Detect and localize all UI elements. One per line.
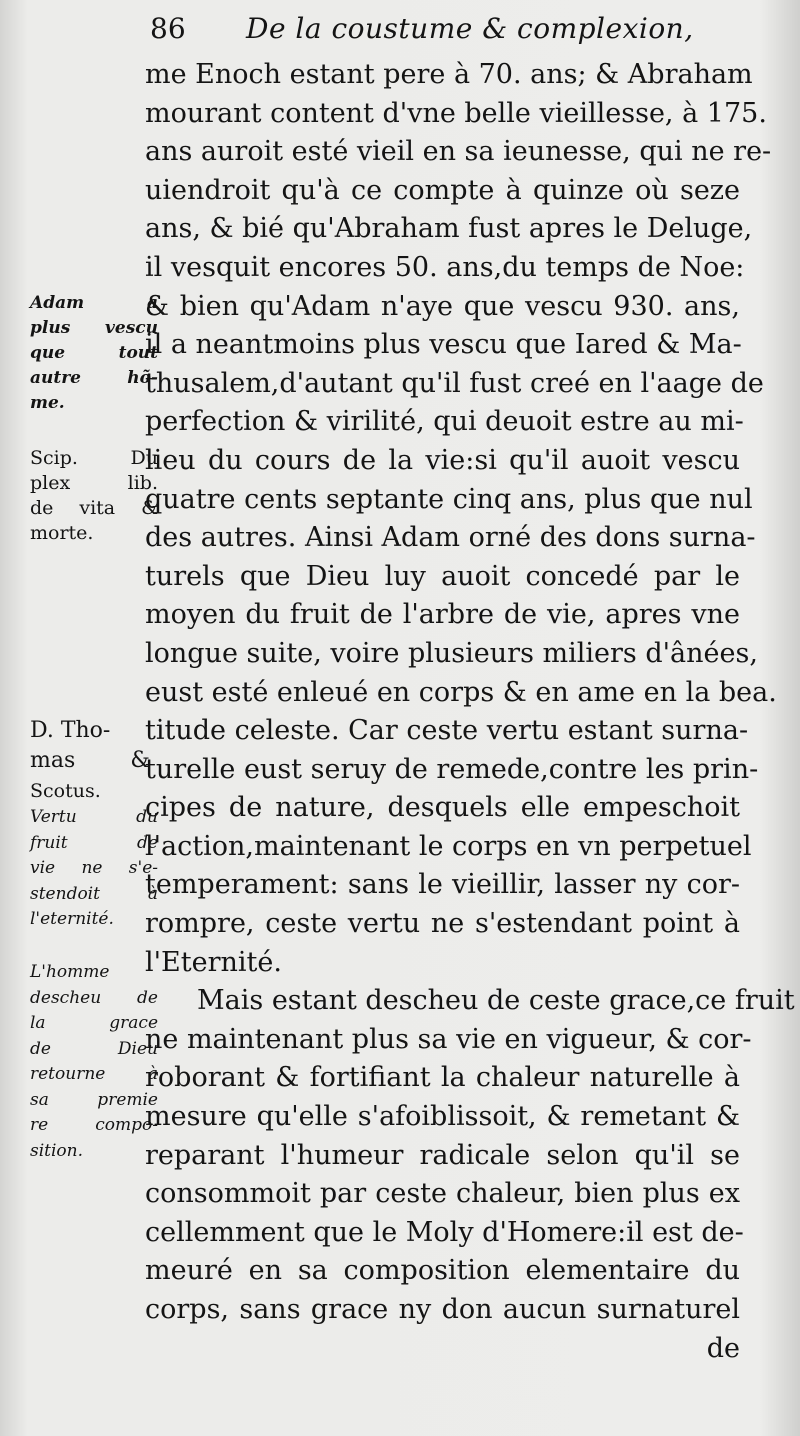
margin-line: Scotus. [30, 780, 101, 802]
margin-line: re compo- [30, 1115, 158, 1135]
text-line: mesure qu'elle s'afoiblissoit, & remetant & [145, 1101, 740, 1133]
margin-line: autre hõ- [30, 368, 158, 388]
margin-line: la grace [30, 1013, 158, 1033]
text-line: reparant l'humeur radicale selon qu'il se [145, 1139, 740, 1171]
text-line: perfection & virilité, qui deuoit estre au mi- [145, 406, 744, 438]
page-number: 86 [150, 12, 186, 45]
marginal-note-scip [30, 446, 158, 546]
margin-line: Scip. Du [30, 447, 158, 469]
page-header [150, 12, 750, 52]
margin-line: me. [30, 393, 65, 413]
text-line: turelle eust seruy de remede,contre les prin- [145, 753, 759, 785]
running-title: De la coustume & complexion, [246, 12, 694, 45]
main-text-block [145, 56, 795, 1368]
margin-line: plus vescu [30, 318, 158, 338]
margin-line: sa premie [30, 1089, 158, 1110]
text-line: lieu du cours de la vie:si qu'il auoit vescu [145, 444, 740, 476]
catchword: de [706, 1332, 740, 1364]
text-line: meuré en sa composition elementaire du [145, 1255, 740, 1287]
text-line: me Enoch estant pere à 70. ans; & Abraham [145, 59, 753, 90]
margin-line: retourne à [30, 1064, 158, 1084]
text-line: l'action,maintenant le corps en vn perpetuel [145, 830, 752, 862]
margin-line: Vertu du [30, 807, 158, 827]
text-line: & bien qu'Adam n'aye que vescu 930. ans, [145, 290, 740, 322]
text-line: temperament: sans le vieillir, lasser ny cor- [145, 869, 740, 901]
text-line: longue suite, voire plusieurs miliers d'ânées, [145, 637, 758, 669]
text-line: thusalem,d'autant qu'il fust creé en l'aage de [145, 367, 764, 399]
text-line: il a neantmoins plus vescu que Iared & Ma- [145, 329, 742, 361]
margin-line: que tout [30, 343, 158, 363]
text-line: titude celeste. Car ceste vertu estant surna- [145, 715, 749, 747]
margin-line: plex lib. [30, 472, 158, 494]
text-line: eust esté enleué en corps & en ame en la bea. [145, 676, 777, 708]
text-line: quatre cents septante cinq ans, plus que nul [145, 483, 753, 515]
margin-line: descheu de [30, 987, 158, 1008]
text-line: moyen du fruit de l'arbre de vie, apres vne [145, 599, 740, 631]
text-line: cipes de nature, desquels elle empeschoit [145, 792, 740, 824]
text-line: des autres. Ainsi Adam orné des dons surna- [145, 522, 756, 554]
margin-line: de Dieu [30, 1038, 158, 1059]
margin-line: L'homme [30, 962, 110, 982]
text-line: consommoit par ceste chaleur, bien plus ex [145, 1178, 740, 1210]
text-line: il vesquit encores 50. ans,du temps de Noe: [145, 251, 745, 283]
text-line: roborant & fortifiant la chaleur naturelle à [145, 1062, 740, 1094]
text-line: turels que Dieu luy auoit concedé par le [145, 560, 740, 592]
margin-line: D. Tho- [30, 718, 111, 743]
margin-line: l'eternité. [30, 909, 114, 929]
marginal-note-homme [30, 960, 158, 1164]
marginal-note-vertu [30, 805, 158, 933]
margin-line: de vita & [30, 497, 158, 519]
text-line: l'Eternité. [145, 946, 282, 978]
margin-line: vie ne s'e- [30, 858, 158, 878]
text-line: ans, & bié qu'Abraham fust apres le Deluge, [145, 213, 753, 245]
text-line: ans auroit esté vieil en sa ieunesse, qui ne re- [145, 136, 772, 168]
text-line: ne maintenant plus sa vie en vigueur, & cor- [145, 1023, 752, 1055]
marginal-note-thomas [30, 716, 150, 806]
margin-line: stendoit à [30, 883, 158, 904]
text-line: uiendroit qu'à ce compte à quinze où seze [145, 174, 740, 206]
margin-line: fruit de [30, 832, 158, 853]
margin-line: Adam a [30, 293, 158, 313]
marginal-note-adam [30, 291, 158, 416]
margin-line: morte. [30, 522, 94, 544]
text-line: cellemment que le Moly d'Homere:il est de- [145, 1216, 744, 1248]
paragraph-start-line: Mais estant descheu de ceste grace,ce fruit [197, 985, 795, 1017]
margin-line: sition. [30, 1140, 84, 1161]
margin-line: mas & [30, 748, 150, 773]
text-line: rompre, ceste vertu ne s'estendant point à [145, 908, 740, 940]
text-line: mourant content d'vne belle vieillesse, à 175. [145, 97, 767, 129]
text-line: corps, sans grace ny don aucun surnaturel [145, 1294, 740, 1325]
